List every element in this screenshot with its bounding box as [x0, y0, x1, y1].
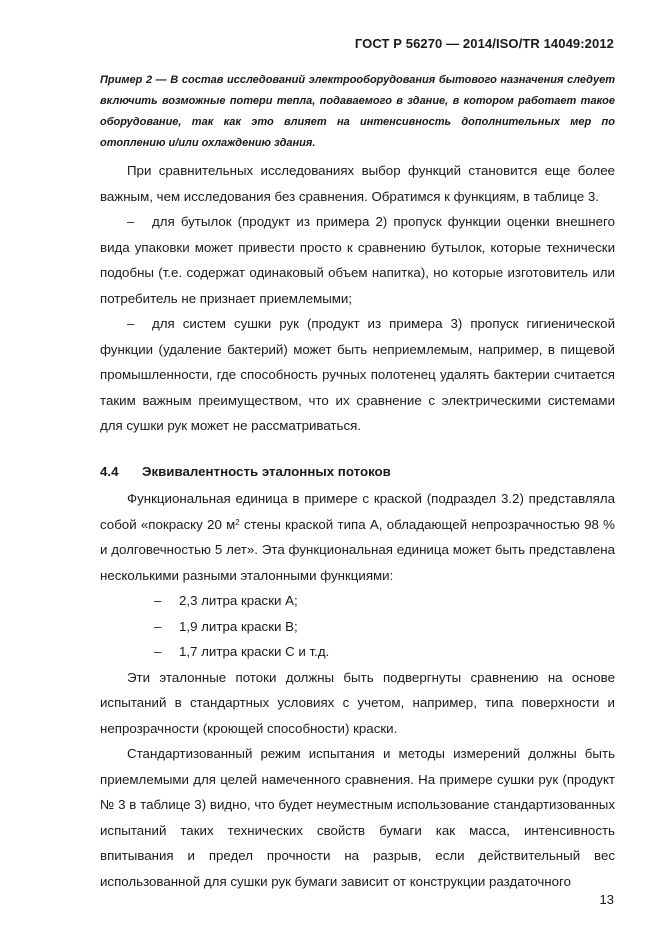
dash-marker: –: [154, 644, 162, 659]
list-item-text: 1,9 литра краски В;: [179, 618, 298, 634]
section-heading: [100, 462, 391, 482]
bullet-bottles: [100, 209, 615, 311]
page-number: 13: [599, 892, 614, 907]
paragraph-reference-flows: Эти эталонные потоки должны быть подвергнуты сравнению на основе испытаний в стандартных условиях с учетом, например, типа поверхности и непрозрачности (кроющей способности) краски.: [100, 669, 615, 736]
paragraph-text: стены краской типа А, обладающей непрозрачностью 98 % и долговечностью 5 лет». Эта функциональная единица может быть представлена несколькими разными эталонными функциями:: [100, 516, 615, 583]
superscript: 2: [235, 517, 240, 527]
bullet-text: для систем сушки рук (продукт из примера 3) пропуск гигиенической функции (удаление бактерий) может быть неприемлемым, например, в пищевой промышленности, где способность ручных полотенец удалять бактерии считается таким важным преимуществом, что их сравнение с электрическими системами для сушки рук может не рассматриваться.: [100, 316, 615, 433]
bullet-text: для бутылок (продукт из примера 2) пропуск функции оценки внешнего вида упаковки может привести просто к сравнению бутылок, которые технически подобны (т.е. содержат одинаковый объем напитка), но которые изготовитель или потребитель не признает приемлемыми;: [100, 214, 615, 306]
list-item-text: 2,3 литра краски А;: [179, 593, 298, 608]
document-header: ГОСТ Р 56270 — 2014/ISO/TR 14049:2012: [354, 36, 614, 51]
paragraph-text: Функциональная единица в примере с краской (подраздел 3.2) представляла собой «покраску 20 м: [100, 491, 615, 532]
paragraph-comparison-intro: При сравнительных исследованиях выбор функций становится еще более важным, чем исследования без сравнения. Обратимся к функциям, в таблице 3.: [100, 163, 615, 204]
dash-marker: –: [154, 593, 162, 608]
dash-marker: –: [127, 214, 135, 229]
dash-marker: –: [127, 316, 135, 331]
paragraph-functional-unit: [100, 486, 615, 588]
section-number: 4.4: [100, 464, 119, 479]
example-note: Пример 2 — В состав исследований электрооборудования бытового назначения следует включить возможные потери тепла, подаваемого в здание, в котором работает такое оборудование, так как это влияет на интенсивность дополнительных мер по отоплению и/или охлаждению здания.: [100, 74, 615, 149]
reference-flows-section: [100, 486, 615, 894]
list-item-paint-c: [100, 639, 615, 665]
section-title: Эквивалентность эталонных потоков: [142, 464, 391, 479]
dash-marker: –: [154, 618, 162, 634]
list-item-paint-b: [100, 614, 615, 640]
list-item-text: 1,7 литра краски С и т.д.: [179, 644, 330, 659]
comparison-section: [100, 158, 615, 439]
list-item-paint-a: [100, 588, 615, 614]
bullet-hand-dryers: [100, 311, 615, 439]
paragraph-test-methods: Стандартизованный режим испытания и методы измерений должны быть приемлемыми для целей намеченного сравнения. На примере сушки рук (продукт № 3 в таблице 3) видно, что будет неуместным использование стандартизованных испытаний таких технических свойств бумаги как масса, интенсивность впитывания и предел прочности на разрыв, если действительный вес использованной для сушки рук бумаги зависит от конструкции раздаточного: [100, 746, 615, 889]
